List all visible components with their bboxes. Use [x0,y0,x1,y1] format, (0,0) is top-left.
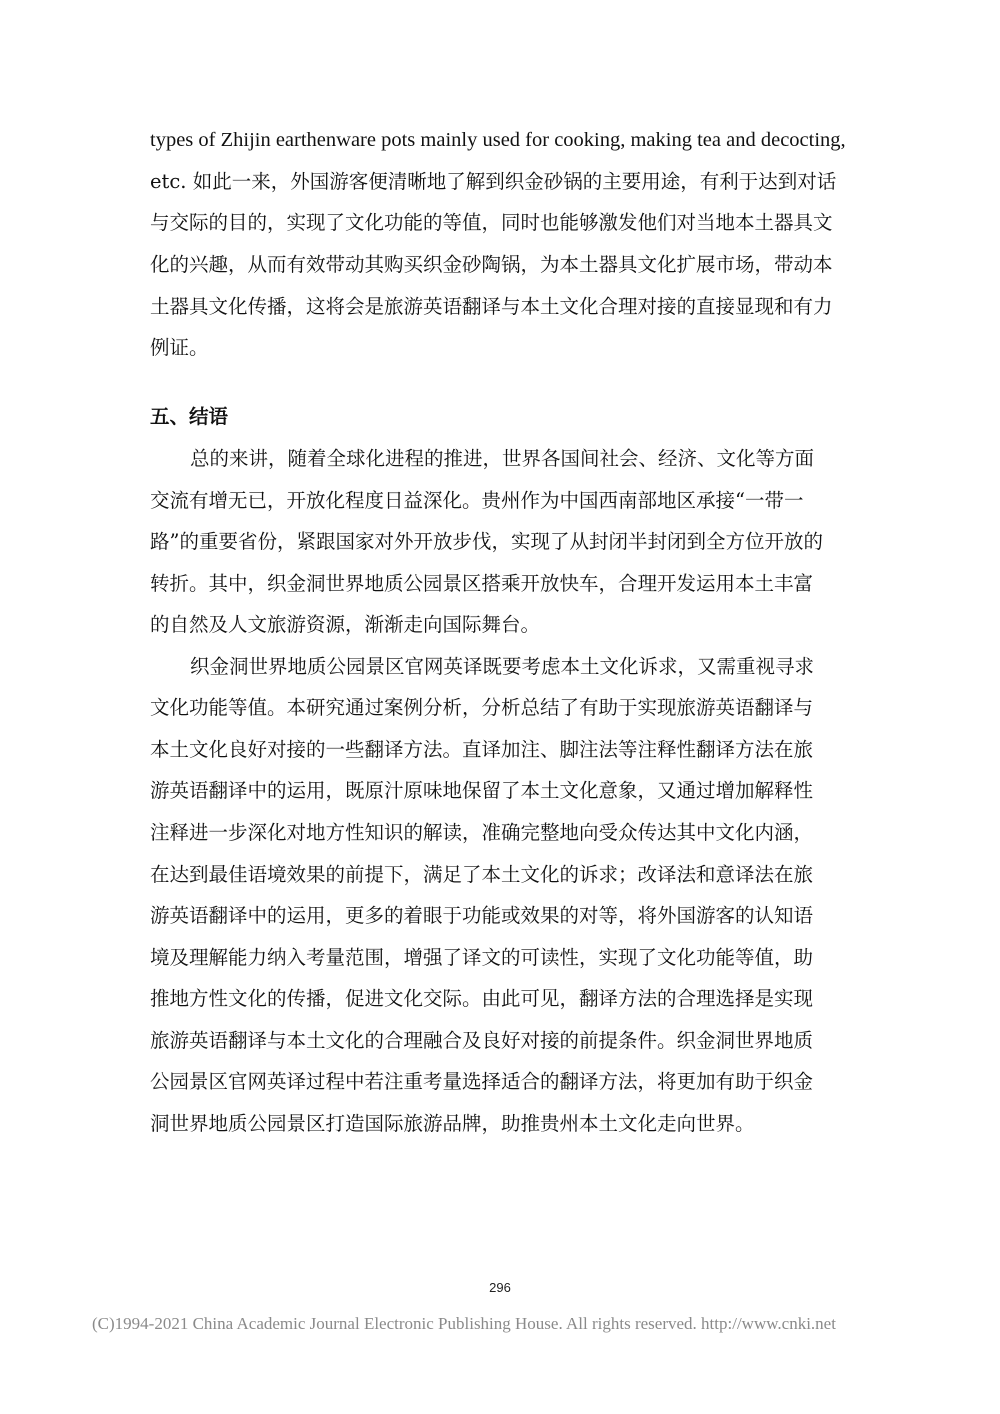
text-line: 与交际的目的，实现了文化功能的等值，同时也能够激发他们对当地本土器具文 [150,211,833,234]
text-line: 注释进一步深化对地方性知识的解读，准确完整地向受众传达其中文化内涵， [150,821,814,844]
text-line: 交流有增无已，开放化程度日益深化。贵州作为中国西南部地区承接“一带一 [150,489,804,512]
text-line: etc. 如此一来，外国游客便清晰地了解到织金砂锅的主要用途，有利于达到对话 [150,170,837,193]
text-line: 游英语翻译中的运用，既原汁原味地保留了本土文化意象，又通过增加解释性 [150,779,814,802]
text-line: 推地方性文化的传播，促进文化交际。由此可见，翻译方法的合理选择是实现 [150,987,814,1010]
text-line: 洞世界地质公园景区打造国际旅游品牌，助推贵州本土文化走向世界。 [150,1112,755,1135]
text-line: 土器具文化传播，这将会是旅游英语翻译与本土文化合理对接的直接显现和有力 [150,295,833,318]
text-line: 公园景区官网英译过程中若注重考量选择适合的翻译方法，将更加有助于织金 [150,1070,814,1093]
text-line: 文化功能等值。本研究通过案例分析，分析总结了有助于实现旅游英语翻译与 [150,696,814,719]
copyright-notice: (C)1994-2021 China Academic Journal Electronic Publishing House. All rights reserved. http://www.cnki.net [92,1314,836,1333]
text-line: types of Zhijin earthenware pots mainly used for cooking, making tea and decocting, [150,129,846,151]
section-heading: 五、结语 [150,405,229,428]
text-line: 路”的重要省份，紧跟国家对外开放步伐，实现了从封闭半封闭到全方位开放的 [150,530,823,553]
text-line: 在达到最佳语境效果的前提下，满足了本土文化的诉求；改译法和意译法在旅 [150,863,814,886]
text-line: 游英语翻译中的运用，更多的着眼于功能或效果的对等，将外国游客的认知语 [150,904,814,927]
text-line: 境及理解能力纳入考量范围，增强了译文的可读性，实现了文化功能等值，助 [150,946,814,969]
text-line: 总的来讲，随着全球化进程的推进，世界各国间社会、经济、文化等方面 [190,447,815,470]
text-line: 织金洞世界地质公园景区官网英译既要考虑本土文化诉求，又需重视寻求 [190,655,815,678]
text-line: 化的兴趣，从而有效带动其购买织金砂陶锅，为本土器具文化扩展市场，带动本 [150,253,833,276]
text-line: 的自然及人文旅游资源，渐渐走向国际舞台。 [150,613,541,636]
page-number: 296 [489,1280,511,1295]
text-line: 旅游英语翻译与本土文化的合理融合及良好对接的前提条件。织金洞世界地质 [150,1029,814,1052]
text-line: 本土文化良好对接的一些翻译方法。直译加注、脚注法等注释性翻译方法在旅 [150,738,814,761]
text-line: 例证。 [150,336,209,359]
text-line: 转折。其中，织金洞世界地质公园景区搭乘开放快车，合理开发运用本土丰富 [150,572,814,595]
